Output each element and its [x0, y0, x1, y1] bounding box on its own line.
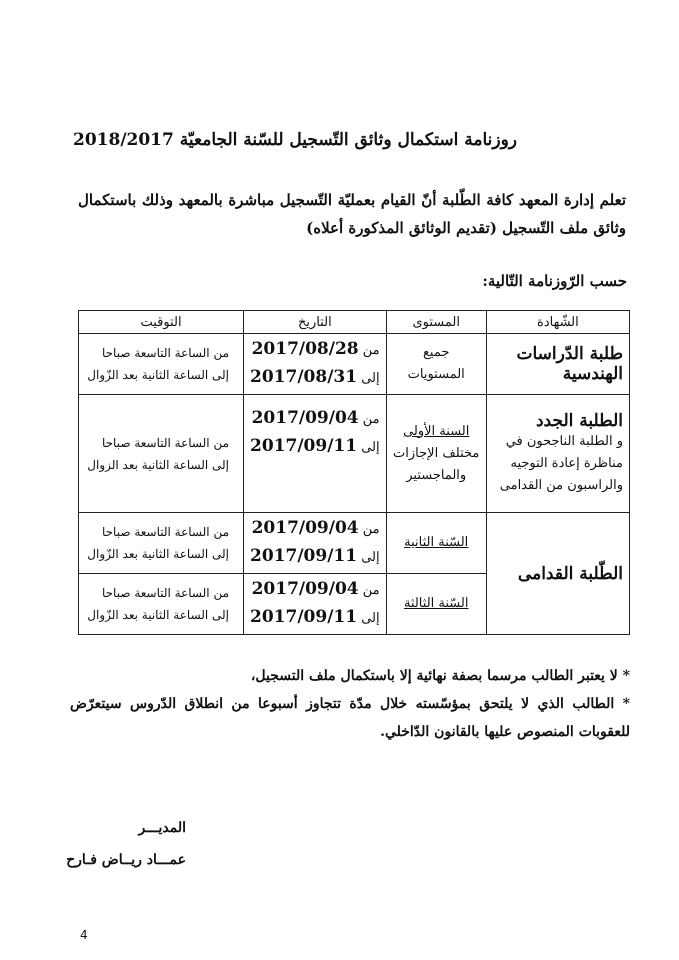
- note-item: * الطالب الذي لا يلتحق بمؤسّسته خلال مدّة تتجاوز أسبوعا من انطلاق الدّروس سيتعرّض للعقوبات المنصوص عليها بالقانون الدّاخلي.: [70, 696, 630, 740]
- from-word: من: [362, 583, 380, 598]
- time-to: إلى الساعة الثانية بعد الزّوال: [87, 368, 230, 382]
- to-word: إلى: [361, 550, 380, 565]
- timing-cell: [79, 334, 244, 395]
- level-cell: [386, 513, 486, 574]
- header-timing: التوقيت: [79, 311, 244, 334]
- timing-cell: [79, 395, 244, 513]
- time-from: من الساعة التاسعة صباحا: [101, 525, 230, 539]
- from-word: من: [362, 343, 380, 358]
- date-to: 2017/09/11: [250, 436, 358, 456]
- diploma-cell: [486, 395, 629, 513]
- note-item: * لا يعتبر الطالب مرسما بصفة نهائية إلا باستكمال ملف التسجيل،: [250, 668, 630, 684]
- timing-cell: [79, 513, 244, 574]
- date-cell: [244, 574, 387, 635]
- date-to: 2017/09/11: [250, 607, 358, 627]
- date-from: 2017/09/04: [251, 518, 359, 538]
- level-line: السنة الأولى: [403, 423, 470, 439]
- calendar-table: [78, 310, 630, 635]
- level-line: والماجستير: [406, 467, 467, 483]
- table-row: [79, 334, 630, 395]
- time-to: إلى الساعة الثانية بعد الزوال: [87, 457, 230, 472]
- level-cell: [386, 395, 486, 513]
- time-to: إلى الساعة الثانية بعد الزّوال: [87, 547, 230, 561]
- from-word: من: [362, 522, 380, 537]
- date-cell: [244, 334, 387, 395]
- to-word: إلى: [361, 611, 380, 626]
- header-level: المستوى: [386, 311, 486, 334]
- notes-block: [70, 662, 630, 746]
- signature-title: المديـــر: [138, 820, 186, 836]
- diploma-cell: طلبة الدّراسات الهندسية: [486, 334, 629, 395]
- date-to: 2017/09/11: [250, 546, 358, 566]
- level-label: السّنة الثانية: [404, 535, 469, 550]
- table-row: [79, 395, 630, 513]
- level-label: السّنة الثالثة: [403, 596, 469, 611]
- date-to: 2017/08/31: [250, 367, 358, 387]
- to-word: إلى: [361, 440, 380, 455]
- intro-subtitle: حسب الرّوزنامة التّالية:: [482, 272, 627, 290]
- intro-paragraph: تعلم إدارة المعهد كافة الطّلبة أنّ القيام بعمليّة التّسجيل مباشرة بالمعهد وذلك باستكمال وثائق ملف التّسجيل (تقديم الوثائق المذكورة أعلاه): [78, 191, 626, 237]
- level-line: مختلف الإجازات: [393, 445, 480, 461]
- signature-name: عمـــاد ريــاض فـارح: [66, 852, 186, 868]
- diploma-cell: الطّلبة القدامى: [486, 513, 629, 635]
- date-cell: [244, 395, 387, 513]
- time-from: من الساعة التاسعة صباحا: [101, 586, 230, 600]
- diploma-note: و الطلبة الناجحون في مناظرة إعادة التوجيه والراسبون من القدامى: [499, 433, 623, 493]
- time-to: إلى الساعة الثانية بعد الزّوال: [87, 608, 230, 622]
- level-cell: [386, 574, 486, 635]
- time-from: من الساعة التاسعة صباحا: [101, 346, 230, 360]
- to-word: إلى: [361, 371, 380, 386]
- time-from: من الساعة التاسعة صباحا: [101, 435, 230, 450]
- from-word: من: [362, 412, 380, 427]
- date-from: 2017/09/04: [251, 579, 359, 599]
- date-from: 2017/08/28: [251, 339, 359, 359]
- table-row: [79, 513, 630, 574]
- date-cell: [244, 513, 387, 574]
- header-date: التاريخ: [244, 311, 387, 334]
- diploma-title: الطلبة الجدد: [535, 410, 623, 431]
- level-cell: جميع المستويات: [386, 334, 486, 395]
- table-header-row: [79, 311, 630, 334]
- timing-cell: [79, 574, 244, 635]
- header-diploma: الشّهادة: [486, 311, 629, 334]
- page-number: 4: [80, 928, 88, 942]
- date-from: 2017/09/04: [251, 408, 359, 428]
- document-title: روزنامة استكمال وثائق التّسجيل للسّنة الجامعيّة 2018/2017: [73, 130, 517, 150]
